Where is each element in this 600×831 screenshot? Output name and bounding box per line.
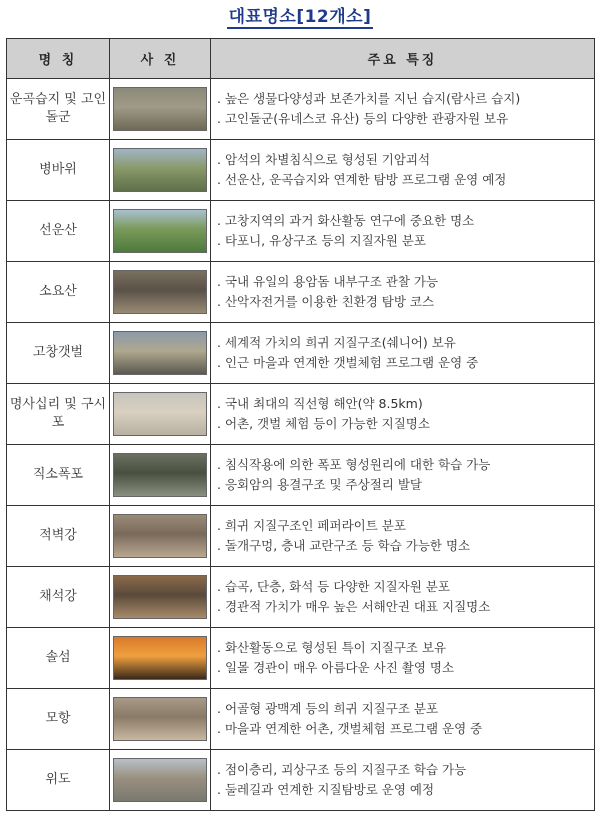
feature-line: . 고창지역의 과거 화산활동 연구에 중요한 명소: [217, 211, 594, 231]
feature-line: . 어골형 광맥계 등의 희귀 지질구조 분포: [217, 699, 594, 719]
feature-line: . 침식작용에 의한 폭포 형성원리에 대한 학습 가능: [217, 455, 594, 475]
site-features: [211, 445, 595, 506]
site-features: [211, 140, 595, 201]
site-photo: [113, 758, 207, 802]
feature-line: . 습곡, 단층, 화석 등 다양한 지질자원 분포: [217, 577, 594, 597]
site-photo-cell: [110, 750, 211, 811]
site-name: 소요산: [7, 262, 110, 323]
site-photo-cell: [110, 201, 211, 262]
feature-line: . 인근 마을과 연계한 갯벌체험 프로그램 운영 중: [217, 353, 594, 373]
feature-line: . 세계적 가치의 희귀 지질구조(쉐니어) 보유: [217, 333, 594, 353]
site-photo: [113, 87, 207, 131]
site-photo: [113, 270, 207, 314]
site-name: 위도: [7, 750, 110, 811]
site-name: 적벽강: [7, 506, 110, 567]
site-features: [211, 628, 595, 689]
site-photo: [113, 514, 207, 558]
site-photo: [113, 331, 207, 375]
site-features: [211, 689, 595, 750]
feature-line: . 어촌, 갯벌 체험 등이 가능한 지질명소: [217, 414, 594, 434]
page-title-text: 대표명소[12개소]: [228, 7, 372, 27]
feature-line: . 화산활동으로 형성된 특이 지질구조 보유: [217, 638, 594, 658]
site-photo-cell: [110, 140, 211, 201]
site-photo: [113, 636, 207, 680]
table-row: [7, 445, 595, 506]
site-features: [211, 384, 595, 445]
feature-line: . 응회암의 용결구조 및 주상절리 발달: [217, 475, 594, 495]
feature-line: . 암석의 차별침식으로 형성된 기암괴석: [217, 150, 594, 170]
table-row: [7, 567, 595, 628]
feature-line: . 점이층리, 괴상구조 등의 지질구조 학습 가능: [217, 760, 594, 780]
site-photo-cell: [110, 323, 211, 384]
site-photo: [113, 392, 207, 436]
site-features: [211, 750, 595, 811]
feature-line: . 타포니, 유상구조 등의 지질자원 분포: [217, 231, 594, 251]
table-row: [7, 689, 595, 750]
table-row: [7, 201, 595, 262]
site-name: 선운산: [7, 201, 110, 262]
site-name: 고창갯벌: [7, 323, 110, 384]
page-title: [0, 2, 600, 27]
feature-line: . 경관적 가치가 매우 높은 서해안권 대표 지질명소: [217, 597, 594, 617]
site-name: 솔섬: [7, 628, 110, 689]
site-photo: [113, 148, 207, 192]
site-name: 직소폭포: [7, 445, 110, 506]
table-row: [7, 750, 595, 811]
feature-line: . 마을과 연계한 어촌, 갯벌체험 프로그램 운영 중: [217, 719, 594, 739]
site-features: [211, 567, 595, 628]
feature-line: . 돌개구멍, 층내 교란구조 등 학습 가능한 명소: [217, 536, 594, 556]
site-photo-cell: [110, 567, 211, 628]
site-features: [211, 79, 595, 140]
feature-line: . 일몰 경관이 매우 아름다운 사진 촬영 명소: [217, 658, 594, 678]
header-name: 명 칭: [7, 39, 110, 79]
header-photo: 사 진: [110, 39, 211, 79]
feature-line: . 고인돌군(유네스코 유산) 등의 다양한 관광자원 보유: [217, 109, 594, 129]
table-row: [7, 140, 595, 201]
site-photo-cell: [110, 79, 211, 140]
table-row: [7, 384, 595, 445]
site-name: 명사십리 및 구시포: [7, 384, 110, 445]
table-row: [7, 262, 595, 323]
feature-line: . 국내 최대의 직선형 해안(약 8.5km): [217, 394, 594, 414]
landmarks-table: [6, 38, 595, 811]
feature-line: . 둘레길과 연계한 지질탐방로 운영 예정: [217, 780, 594, 800]
site-photo: [113, 697, 207, 741]
table-header-row: [7, 39, 595, 79]
site-photo: [113, 209, 207, 253]
site-features: [211, 323, 595, 384]
site-photo-cell: [110, 262, 211, 323]
feature-line: . 국내 유일의 용암돔 내부구조 관찰 가능: [217, 272, 594, 292]
site-photo-cell: [110, 689, 211, 750]
table-row: [7, 323, 595, 384]
site-photo: [113, 575, 207, 619]
table-row: [7, 506, 595, 567]
site-photo-cell: [110, 445, 211, 506]
site-name: 모항: [7, 689, 110, 750]
site-features: [211, 262, 595, 323]
feature-line: . 희귀 지질구조인 페퍼라이트 분포: [217, 516, 594, 536]
table-body: [7, 79, 595, 811]
feature-line: . 선운산, 운곡습지와 연계한 탐방 프로그램 운영 예정: [217, 170, 594, 190]
table-row: [7, 628, 595, 689]
site-name: 병바위: [7, 140, 110, 201]
site-name: 운곡습지 및 고인돌군: [7, 79, 110, 140]
site-photo-cell: [110, 628, 211, 689]
header-features: 주요 특징: [211, 39, 595, 79]
site-photo: [113, 453, 207, 497]
site-features: [211, 506, 595, 567]
site-photo-cell: [110, 506, 211, 567]
table-row: [7, 79, 595, 140]
feature-line: . 높은 생물다양성과 보존가치를 지닌 습지(람사르 습지): [217, 89, 594, 109]
site-name: 채석강: [7, 567, 110, 628]
site-photo-cell: [110, 384, 211, 445]
feature-line: . 산악자전거를 이용한 친환경 탐방 코스: [217, 292, 594, 312]
site-features: [211, 201, 595, 262]
